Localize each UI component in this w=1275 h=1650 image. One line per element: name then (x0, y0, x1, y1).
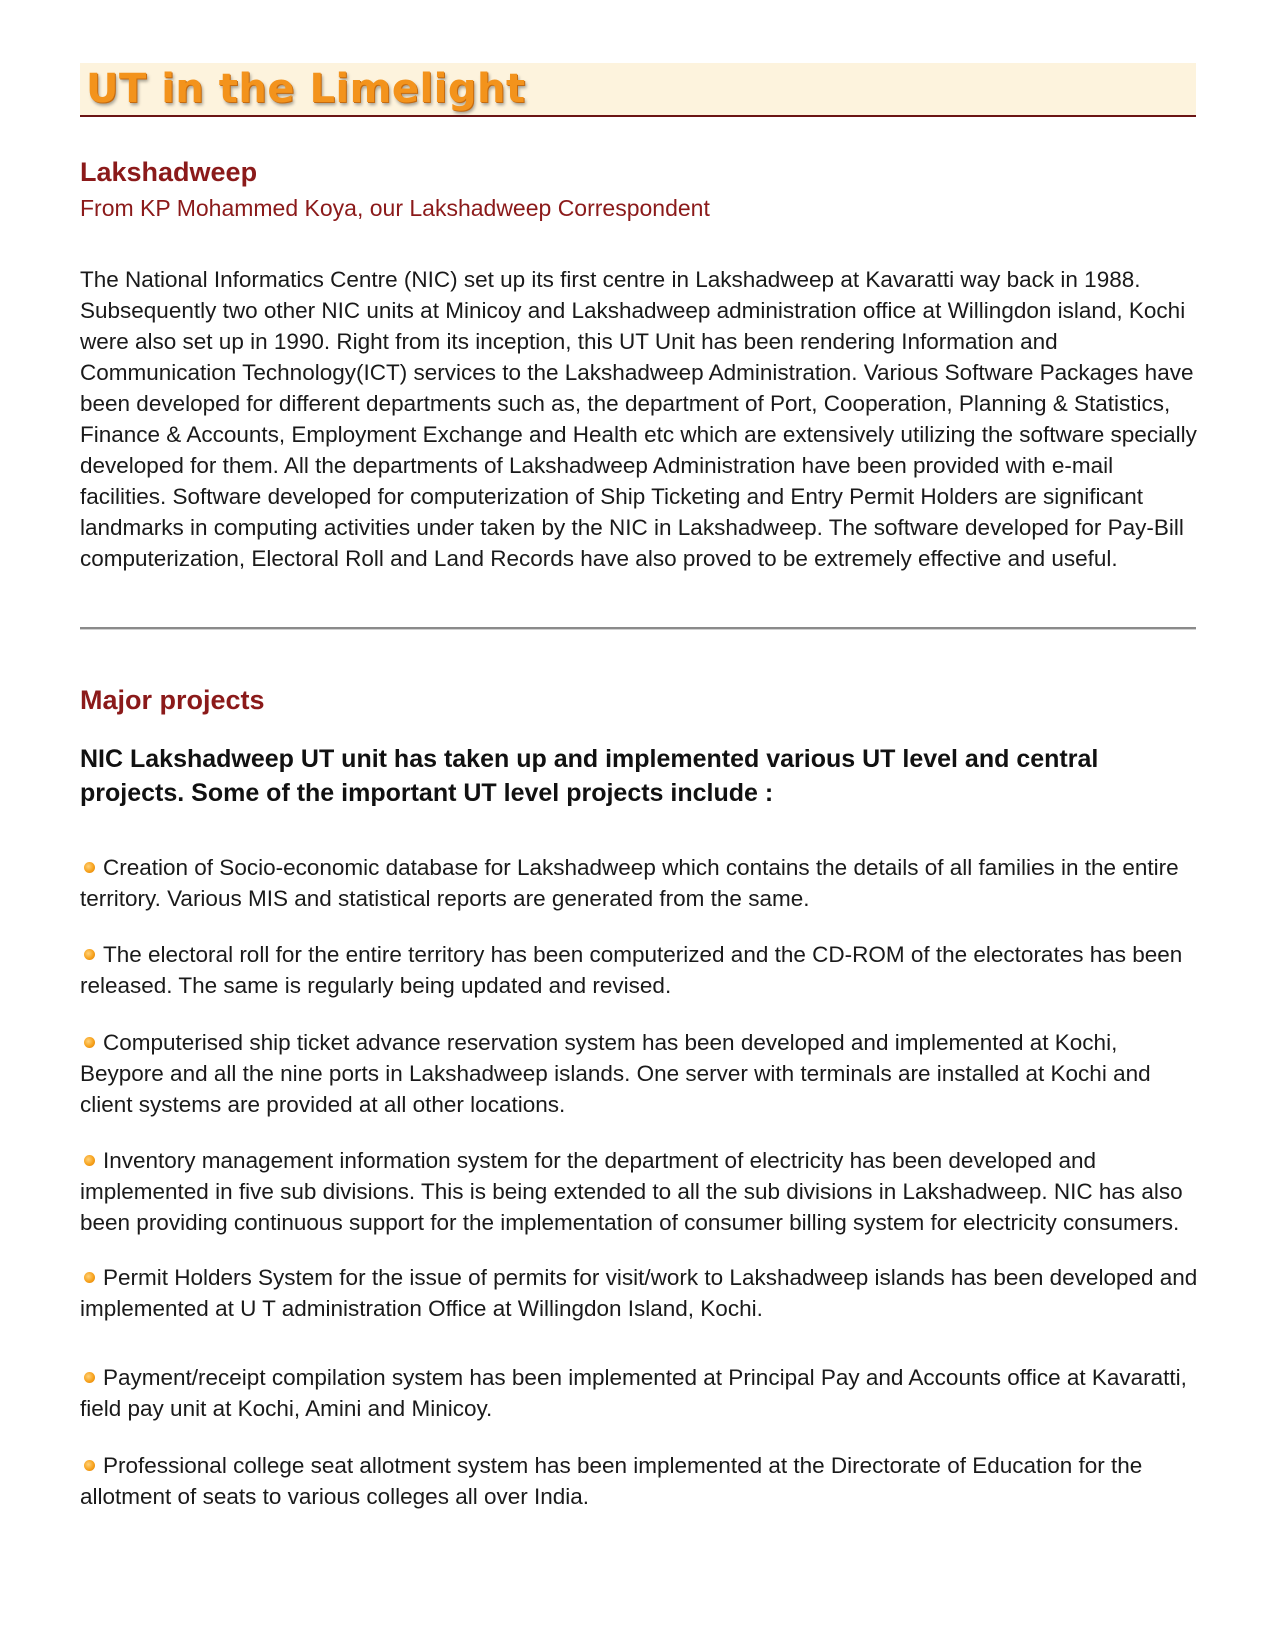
banner-title: UT in the Limelight (86, 66, 526, 112)
section-divider (80, 627, 1196, 630)
article-intro-paragraph: The National Informatics Centre (NIC) set up its first centre in Lakshadweep at Kavaratti way back in 1988. Subsequently two other NIC units at Minicoy and Lakshadweep administration office at Willingdon island, Kochi were also set up in 1990. Right from its inception, this UT Unit has been rendering Information and Communication Technology(ICT) services to the Lakshadweep Administration. Various Software Packages have been developed for different departments such as, the department of Port, Cooperation, Planning & Statistics, Finance & Accounts, Employment Exchange and Health etc which are extensively utilizing the software specially developed for them. All the departments of Lakshadweep Administration have been provided with e-mail facilities. Software developed for computerization of Ship Ticketing and Entry Permit Holders are significant landmarks in computing activities under taken by the NIC in Lakshadweep. The software developed for Pay-Bill computerization, Electoral Roll and Land Records have also proved to be extremely effective and useful. (80, 267, 1197, 571)
project-item (80, 852, 1200, 914)
major-projects-lead: NIC Lakshadweep UT unit has taken up and implemented various UT level and central projects. Some of the important UT level projects include : (80, 745, 1099, 807)
bullet-dot-icon (84, 862, 95, 873)
project-item-text: Permit Holders System for the issue of permits for visit/work to Lakshadweep islands has been developed and implemented at U T administration Office at Willingdon Island, Kochi. (80, 1265, 1198, 1321)
project-item (80, 1450, 1200, 1512)
bullet-dot-icon (84, 1372, 95, 1383)
project-item (80, 939, 1200, 1001)
bullet-dot-icon (84, 949, 95, 960)
article-byline: From KP Mohammed Koya, our Lakshadweep Correspondent (80, 195, 710, 221)
bullet-dot-icon (84, 1037, 95, 1048)
article-heading: Lakshadweep (80, 157, 258, 187)
project-item-text: Professional college seat allotment system has been implemented at the Directorate of Education for the allotment of seats to various colleges all over India. (80, 1453, 1143, 1509)
project-item (80, 1262, 1200, 1324)
project-item-text: Computerised ship ticket advance reservation system has been developed and implemented at Kochi, Beypore and all the nine ports in Lakshadweep islands. One server with terminals are installed at Kochi and client systems are provided at all other locations. (80, 1030, 1151, 1117)
project-item-text: Creation of Socio-economic database for Lakshadweep which contains the details of all families in the entire territory. Various MIS and statistical reports are generated from the same. (80, 855, 1179, 911)
project-item (80, 1362, 1200, 1424)
major-projects-heading: Major projects (80, 685, 265, 715)
bullet-dot-icon (84, 1155, 95, 1166)
project-item (80, 1145, 1200, 1238)
project-item (80, 1027, 1200, 1120)
page-banner (80, 63, 1196, 117)
bullet-dot-icon (84, 1460, 95, 1471)
project-item-text: The electoral roll for the entire territory has been computerized and the CD-ROM of the electorates has been released. The same is regularly being updated and revised. (80, 942, 1183, 998)
project-item-text: Payment/receipt compilation system has been implemented at Principal Pay and Accounts office at Kavaratti, field pay unit at Kochi, Amini and Minicoy. (80, 1365, 1187, 1421)
project-item-text: Inventory management information system for the department of electricity has been developed and implemented in five sub divisions. This is being extended to all the sub divisions in Lakshadweep. NIC has also been providing continuous support for the implementation of consumer billing system for electricity consumers. (80, 1148, 1183, 1235)
bullet-dot-icon (84, 1272, 95, 1283)
